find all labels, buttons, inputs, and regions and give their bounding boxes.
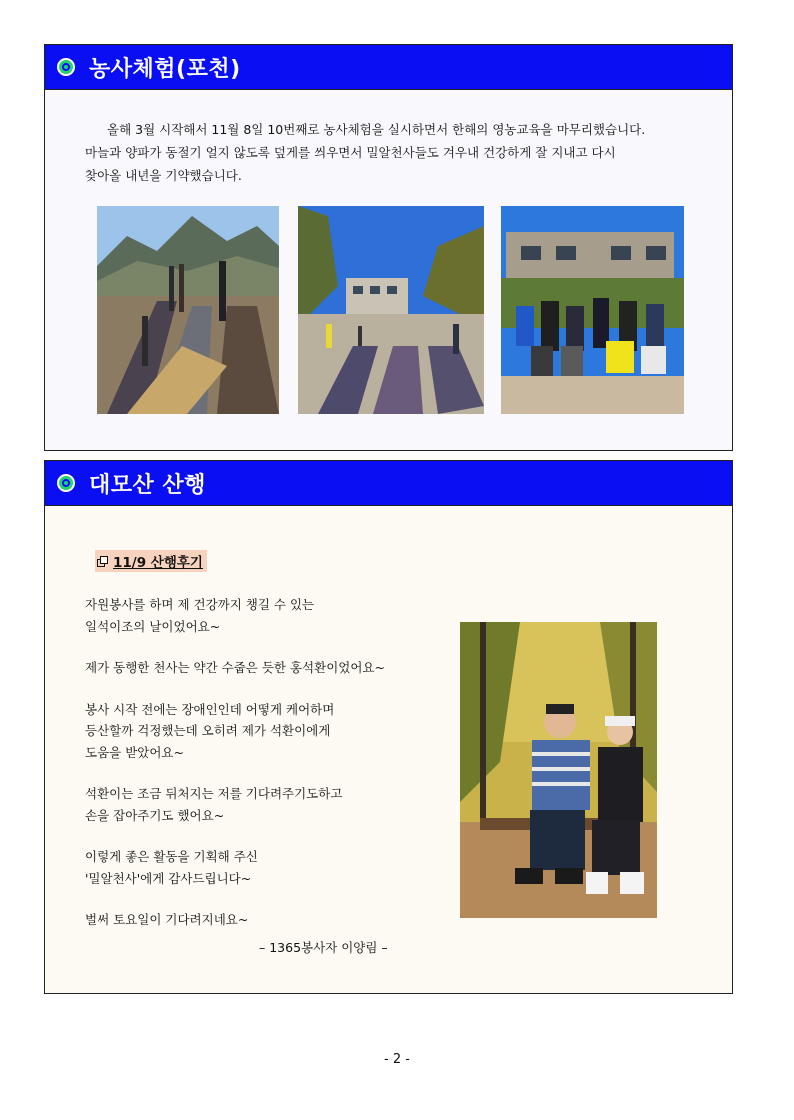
review-text — [85, 594, 445, 931]
review-subheading-text: 11/9 산행후기 — [113, 555, 203, 571]
double-circle-icon — [57, 58, 75, 76]
farming-section-header — [45, 45, 732, 90]
farming-section-title: 농사체험(포천) — [89, 56, 241, 82]
hiking-section-body — [45, 506, 732, 993]
farming-paragraph — [85, 118, 705, 187]
farm-field-photo — [97, 206, 279, 414]
review-line: 등산할까 걱정했는데 오히려 제가 석환이에게 — [85, 723, 331, 738]
farming-paragraph-line: 찾아올 내년을 기약했습니다. — [85, 168, 242, 183]
review-line: 이렇게 좋은 활동을 기획해 주신 — [85, 849, 258, 864]
review-line: 일석이조의 날이었어요~ — [85, 618, 221, 634]
farming-paragraph-line: 마늘과 양파가 동절기 얼지 않도록 덮게를 씌우면서 밀알천사들도 겨우내 건강하게 잘 지내고 다시 — [85, 145, 616, 160]
review-line: 도움을 받았어요~ — [85, 744, 184, 760]
review-line: 벌써 토요일이 기다려지네요~ — [85, 912, 249, 927]
review-line: 제가 동행한 천사는 약간 수줍은 듯한 홍석환이었어요~ — [85, 660, 385, 675]
hiking-section-header — [45, 461, 732, 506]
farm-group-photo — [501, 206, 684, 414]
review-line: 손을 잡아주기도 했어요~ — [85, 807, 225, 823]
review-line: 석환이는 조금 뒤처지는 저를 기다려주기도하고 — [85, 786, 343, 801]
page-number: - 2 - — [384, 1052, 410, 1067]
farm-house-photo — [298, 206, 484, 414]
review-line: 자원봉사를 하며 제 건강까지 챙길 수 있는 — [85, 597, 315, 612]
review-line: '밀알천사'에게 감사드립니다~ — [85, 870, 252, 886]
box-arrow-icon — [97, 555, 108, 571]
double-circle-icon — [57, 474, 75, 492]
hiking-portrait-photo — [460, 622, 657, 918]
hiking-section-title: 대모산 산행 — [89, 472, 206, 498]
farming-section-body — [45, 90, 732, 450]
review-line: 봉사 시작 전에는 장애인인데 어떻게 케어하며 — [85, 701, 335, 717]
review-subheading — [95, 550, 207, 572]
farming-paragraph-line: 올해 3월 시작해서 11월 8일 10번째로 농사체험을 실시하면서 한해의 영농교육을 마무리했습니다. — [107, 122, 646, 137]
review-signature: – 1365봉사자 이양림 – — [259, 940, 388, 955]
farming-section — [44, 44, 733, 451]
hiking-section — [44, 460, 733, 994]
